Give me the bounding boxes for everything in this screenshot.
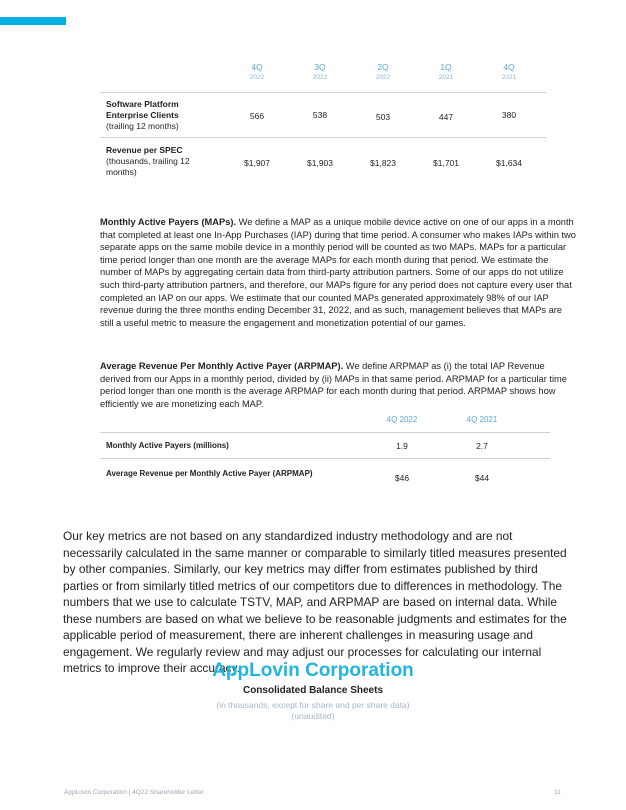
- row-label: [100, 138, 226, 178]
- page-number: 11: [554, 789, 561, 796]
- row-label-line: Enterprise Clients: [106, 110, 179, 120]
- table-cell: $1,823: [370, 158, 396, 168]
- statement-note-unaudited: (unaudited): [291, 711, 335, 721]
- map-heading: Monthly Active Payers (MAPs).: [100, 217, 237, 227]
- table-cell: 538: [312, 110, 328, 120]
- statement-title: Consolidated Balance Sheets: [242, 685, 384, 696]
- row-label: Average Revenue per Monthly Active Payer (ARPMAP): [106, 469, 313, 478]
- column-header: 4Q 2022: [386, 415, 418, 424]
- map-definition: [100, 216, 576, 329]
- row-label-sub: (thousands, trailing 12: [106, 156, 190, 166]
- column-year: 2022: [249, 74, 265, 81]
- column-year: 2021: [438, 74, 454, 81]
- table-cell: 503: [375, 112, 391, 122]
- statement-note: (in thousands, except for share and per share data): [216, 700, 410, 710]
- column-header: [411, 62, 481, 82]
- table-cell: 566: [249, 111, 265, 121]
- column-year: 2021: [501, 74, 517, 81]
- payers-table: [100, 413, 550, 495]
- column-header: [285, 62, 355, 82]
- table-cell: 1.9: [396, 441, 408, 451]
- row-label-sub: months): [106, 167, 137, 177]
- table-cell: $46: [394, 473, 410, 483]
- arpmap-text: We define ARPMAP as (i) the total IAP Revenue derived from our Apps in a monthly period, divided by (ii) MAPs in that same period. ARPMAP for a particular time period longer than one month is the average ARPMAP for each month during that period. ARPMAP shows how efficiently we are monetizing each MAP.: [100, 361, 567, 409]
- column-quarter: 4Q: [251, 62, 263, 72]
- column-header: 4Q 2021: [466, 415, 498, 424]
- row-label-line: Revenue per SPEC: [106, 145, 183, 155]
- table-cell: $44: [474, 473, 490, 483]
- table-row: [100, 92, 546, 137]
- column-quarter: 1Q: [440, 62, 452, 72]
- key-metrics-paragraph: Our key metrics are not based on any standardized industry methodology and are not necessarily calculated in the same manner or comparable to similarly titled measures presented by other companies. Similarly, our key metrics may differ from estimates published by third parties or from similarly titled metrics of our competitors due to differences in methodology. The numbers that we use to calculate TSTV, MAP, and ARPMAP are based on internal data. While these numbers are based on what we believe to be reasonable judgments and estimates for the applicable period of measurement, there are inherent challenges in measuring usage and engagement. We regularly review and may adjust our processes for calculating our internal metrics to improve their accuracy.: [63, 529, 567, 675]
- table-cell: $1,701: [433, 158, 459, 168]
- table-cell: 447: [438, 112, 454, 122]
- arpmap-definition: [100, 360, 576, 410]
- row-label-line: Software Platform: [106, 99, 179, 109]
- table-cell: 2.7: [476, 441, 488, 451]
- company-name: AppLovin Corporation: [212, 660, 414, 681]
- table-cell: 380: [501, 110, 517, 120]
- column-quarter: 2Q: [377, 62, 389, 72]
- column-quarter: 3Q: [314, 62, 326, 72]
- table-row: [100, 458, 550, 495]
- column-header: [474, 62, 544, 82]
- arpmap-heading: Average Revenue Per Monthly Active Payer (ARPMAP).: [100, 361, 344, 371]
- payers-table-header: [100, 413, 550, 432]
- column-quarter: 4Q: [503, 62, 515, 72]
- row-label-sub: (trailing 12 months): [106, 121, 179, 131]
- table-cell: $1,634: [496, 158, 522, 168]
- table-cell: $1,907: [244, 158, 270, 168]
- footer-text: AppLovin Corporation | 4Q22 Shareholder Letter: [64, 789, 204, 796]
- column-header: [348, 62, 418, 82]
- row-label: Monthly Active Payers (millions): [106, 441, 229, 450]
- map-text: We define a MAP as a unique mobile device active on one of our apps in a month that completed at least one In-App Purchases (IAP) during that time period. A consumer who makes IAPs within two separate apps on the same mobile device in a monthly period will be counted as two MAPs. MAPs for a particular time period longer than one month are the average MAPs for each month during that period. We estimate the number of MAPs by aggregating certain data from third-party attribution partners. Some of our apps do not utilize such third-party attribution partners, and therefore, our MAPs figure for any period does not capture every user that completed an IAP on our apps. We estimate that our counted MAPs generated approximately 98% of our IAP revenue during the three months ending December 31, 2022, and as such, management believes that MAPs are still a useful metric to measure the engagement and monetization potential of our games.: [100, 217, 576, 328]
- table-row: [100, 432, 550, 458]
- table-row: [100, 137, 546, 184]
- table-cell: $1,903: [307, 158, 333, 168]
- column-header: [222, 62, 292, 82]
- accent-bar: [0, 17, 66, 25]
- column-year: 2022: [312, 74, 328, 81]
- metrics-table-header: [100, 62, 546, 92]
- column-year: 2022: [375, 74, 391, 81]
- metrics-table: [100, 62, 546, 184]
- row-label: [100, 93, 226, 132]
